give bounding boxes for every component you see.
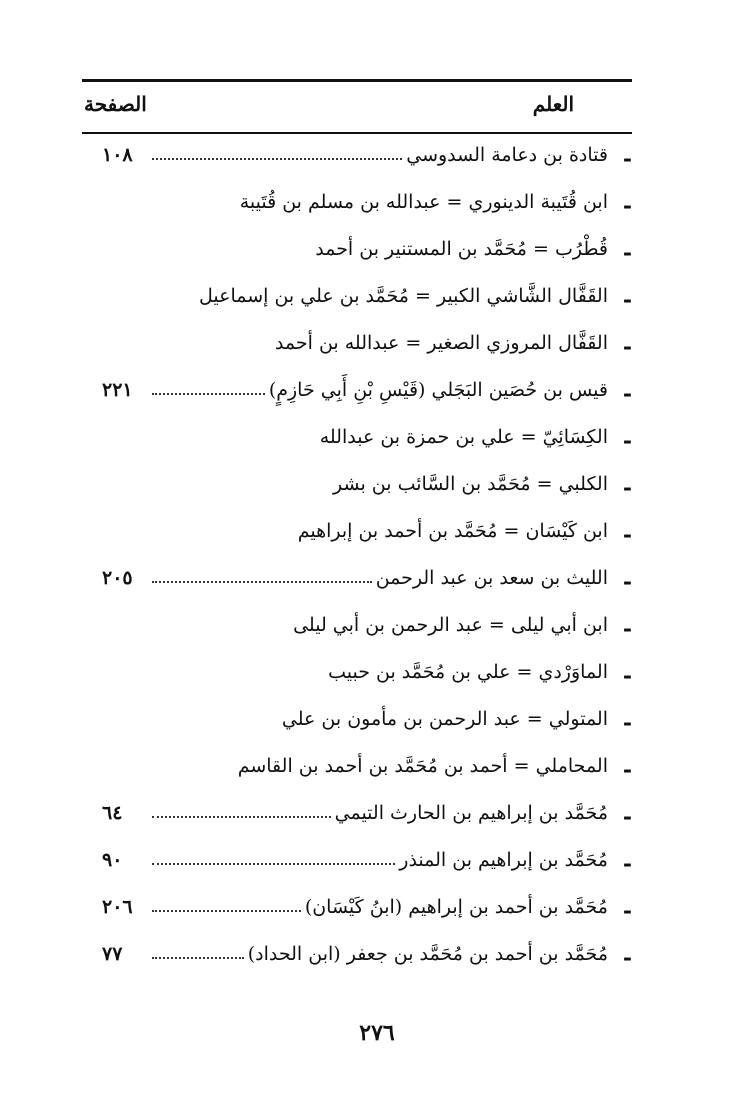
entry-dash: - [622, 334, 632, 360]
entry-name: القَفَّال الشَّاشي الكبير = مُحَمَّد بن علي بن إسماعيل [199, 285, 608, 307]
entry-dash: - [622, 804, 632, 830]
dot-leader [152, 957, 244, 959]
dot-leader [152, 910, 301, 912]
entry-page-number: ٢٠٦ [102, 896, 133, 918]
entry-page-number: ٢٠٥ [102, 567, 133, 589]
index-entry [82, 373, 632, 420]
entry-name: مُحَمَّد بن أحمد بن إبراهيم (ابنُ كَيْسَان) [304, 896, 608, 918]
entry-name: مُحَمَّد بن أحمد بن مُحَمَّد بن جعفر (ابن الحداد) [247, 943, 608, 965]
entry-name-with-leader [152, 567, 608, 589]
entry-page-number: ٩٠ [102, 849, 123, 871]
entry-dash: - [622, 146, 632, 172]
index-entries [82, 138, 632, 984]
entry-dash: - [622, 663, 632, 689]
entry-name-with-leader [152, 802, 608, 824]
dot-leader [152, 158, 402, 160]
entry-name: قُطْرُب = مُحَمَّد بن المستنير بن أحمد [315, 238, 608, 260]
entry-dash: - [622, 569, 632, 595]
index-entry [82, 326, 632, 373]
entry-name-with-leader [152, 379, 608, 401]
entry-name-with-leader [152, 896, 608, 918]
entry-page-number: ١٠٨ [102, 144, 133, 166]
entry-dash: - [622, 945, 632, 971]
dot-leader [152, 581, 372, 583]
entry-name: الكِسَائِيّ = علي بن حمزة بن عبدالله [319, 426, 608, 448]
index-entry [82, 467, 632, 514]
table-header [82, 92, 632, 126]
entry-name: المحاملي = أحمد بن مُحَمَّد بن أحمد بن القاسم [237, 755, 608, 777]
entry-name-with-leader [152, 943, 608, 965]
entry-name: القَفَّال المروزي الصغير = عبدالله بن أحمد [274, 332, 608, 354]
entry-name-with-leader [152, 849, 608, 871]
index-entry [82, 232, 632, 279]
entry-dash: - [622, 710, 632, 736]
index-entry [82, 702, 632, 749]
column-header-name: العلم [532, 92, 574, 116]
entry-dash: - [622, 428, 632, 454]
entry-dash: - [622, 287, 632, 313]
entry-name: ابن قُتَيبة الدينوري = عبدالله بن مسلم بن قُتَيبة [239, 191, 608, 213]
index-entry [82, 749, 632, 796]
index-entry [82, 185, 632, 232]
index-entry [82, 608, 632, 655]
entry-dash: - [622, 616, 632, 642]
entry-dash: - [622, 522, 632, 548]
index-entry [82, 420, 632, 467]
page-number: ٢٧٦ [359, 1020, 395, 1046]
entry-name: ابن كَيْسَان = مُحَمَّد بن أحمد بن إبراهيم [297, 520, 608, 542]
entry-page-number: ٦٤ [102, 802, 123, 824]
entry-name: قتادة بن دعامة السدوسي [406, 144, 608, 166]
index-entry [82, 138, 632, 185]
entry-dash: - [622, 898, 632, 924]
index-entry [82, 514, 632, 561]
header-bottom-rule [82, 132, 632, 134]
index-entry [82, 890, 632, 937]
entry-dash: - [622, 193, 632, 219]
index-entry [82, 561, 632, 608]
entry-dash: - [622, 475, 632, 501]
index-entry [82, 655, 632, 702]
entry-name: قيس بن حُصَين البَجَلي (قَيْسِ بْنِ أَبِي حَازِمٍ) [268, 379, 608, 401]
dot-leader [152, 816, 331, 818]
index-entry [82, 796, 632, 843]
entry-name: المتولي = عبد الرحمن بن مأمون بن علي [281, 708, 608, 730]
entry-dash: - [622, 240, 632, 266]
entry-dash: - [622, 757, 632, 783]
entry-name: ابن أبي ليلى = عبد الرحمن بن أبي ليلى [293, 614, 608, 636]
entry-name-with-leader [152, 144, 608, 166]
index-entry [82, 279, 632, 326]
entry-page-number: ٧٧ [102, 943, 123, 965]
dot-leader [152, 863, 395, 865]
entry-page-number: ٢٢١ [102, 379, 133, 401]
entry-name: الكلبي = مُحَمَّد بن السَّائب بن بشر [333, 473, 608, 495]
index-entry [82, 843, 632, 890]
entry-name: الماوَرْدي = علي بن مُحَمَّد بن حبيب [328, 661, 608, 683]
dot-leader [152, 393, 265, 395]
column-header-page: الصفحة [84, 92, 147, 116]
entry-dash: - [622, 381, 632, 407]
entry-name: الليث بن سعد بن عبد الرحمن [375, 567, 608, 589]
entry-dash: - [622, 851, 632, 877]
header-top-rule [82, 79, 632, 82]
entry-name: مُحَمَّد بن إبراهيم بن الحارث التيمي [334, 802, 608, 824]
index-entry [82, 937, 632, 984]
entry-name: مُحَمَّد بن إبراهيم بن المنذر [399, 849, 608, 871]
